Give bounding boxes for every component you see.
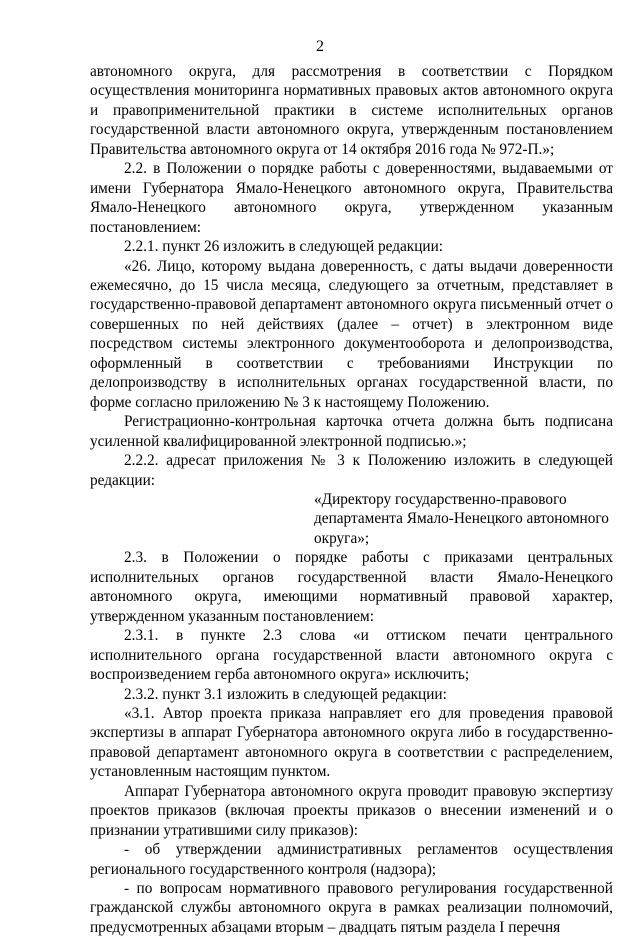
paragraph: Аппарат Губернатора автономного округа проводит правовую экспертизу проектов приказов (включая проекты приказов о внесении изменений и о признании утратившими силу приказов):: [90, 782, 613, 839]
document-body: [90, 62, 613, 937]
paragraph: автономного округа, для рассмотрения в соответствии с Порядком осуществления мониторинга нормативных правовых актов автономного округа и правоприменительной практики в системе исполнительных органов государственной власти автономного округа, утвержденным постановлением Правительства автономного округа от 14 октября 2016 года № 972-П.»;: [90, 63, 613, 158]
paragraph: 2.3.2. пункт 3.1 изложить в следующей редакции:: [124, 685, 447, 703]
paragraph: 2.2.2. адресат приложения № 3 к Положению изложить в следующей редакции:: [90, 452, 613, 489]
list-item: - по вопросам нормативного правового регулирования государственной гражданской службы автономного округа в рамках реализации полномочий, предусмотренных абзацами вторым – двадцать пятым раздела I перечня: [90, 880, 613, 936]
paragraph: «3.1. Автор проекта приказа направляет его для проведения правовой экспертизы в аппарат Губернатора автономного округа либо в государственно-правовой департамент автономного округа в соответствии с распределением, установленным настоящим пунктом.: [90, 704, 613, 781]
recipient-block: «Директору государственно-правового департамента Ямало-Ненецкого автономного округа»;: [314, 490, 609, 547]
paragraph: Регистрационно-контрольная карточка отчета должна быть подписана усиленной квалифицированной электронной подписью.»;: [90, 413, 613, 450]
list-item: - об утверждении административных регламентов осуществления регионального государственного контроля (надзора);: [90, 841, 613, 878]
paragraph: «26. Лицо, которому выдана доверенность, с даты выдачи доверенности ежемесячно, до 15 числа месяца, следующего за отчетным, представляет в государственно-правовой департамент автономного округа письменный отчет о совершенных по ней действиях (далее – отчет) в электронном виде посредством системы электронного документооборота и делопроизводства, оформленный в соответствии с требованиями Инструкции по делопроизводству в исполнительных органах государственной власти, по форме согласно приложению № 3 к настоящему Положению.: [90, 257, 613, 411]
paragraph: 2.3. в Положении о порядке работы с приказами центральных исполнительных органов государственной власти Ямало-Ненецкого автономного округа, имеющими нормативный правовой характер, утвержденном указанным постановлением:: [90, 549, 613, 625]
page-number: 2: [316, 38, 324, 55]
paragraph: 2.2.1. пункт 26 изложить в следующей редакции:: [124, 238, 444, 256]
paragraph: 2.2. в Положении о порядке работы с доверенностями, выдаваемыми от имени Губернатора Ямало-Ненецкого автономного округа, Правительства Ямало-Ненецкого автономного округа, утвержденном указанным постановлением:: [90, 160, 613, 236]
paragraph: 2.3.1. в пункте 2.3 слова «и оттиском печати центрального исполнительного органа государственной власти автономного округа с воспроизведением герба автономного округа» исключить;: [90, 627, 613, 684]
